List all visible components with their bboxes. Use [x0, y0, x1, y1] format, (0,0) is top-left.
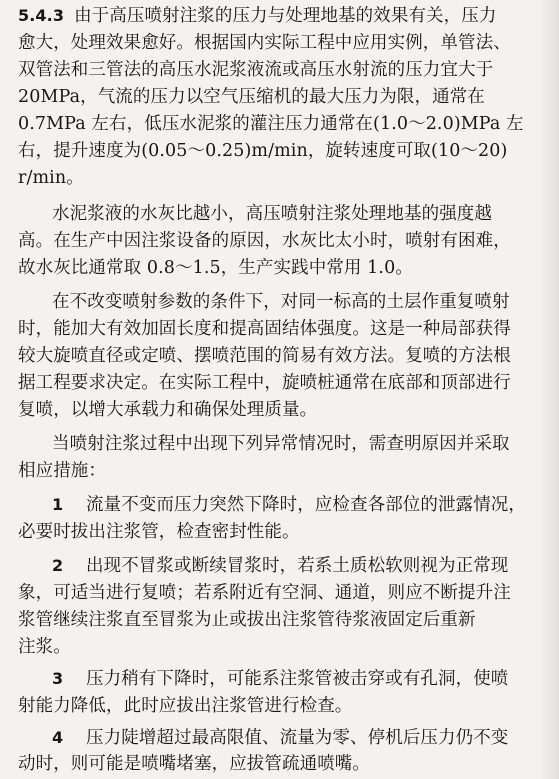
text-line: 压力稍有下降时，可能系注浆管被击穿或有孔洞，使喷	[86, 669, 509, 689]
text-line: 象，可适当进行复喷；若系附近有空洞、通道，则应不断提升注	[18, 583, 511, 603]
text-line: 故水灰比通常取 0.8～1.5，生产实践中常用 1.0。	[18, 258, 413, 278]
text-line: 复喷，以增大承载力和确保处理质量。	[18, 400, 318, 420]
text-line: 双管法和三管法的高压水泥浆液流或高压水射流的压力宜大于	[18, 60, 494, 80]
text-line: 高。在生产中因注浆设备的原因，水灰比太小时，喷射有困难，	[18, 231, 511, 251]
text-line: 20MPa，气流的压力以空气压缩机的最大压力为限，通常在	[18, 87, 485, 107]
text-line: 动时，则可能是喷嘴堵塞，应拔管疏通喷嘴。	[18, 754, 370, 774]
text-line: 0.7MPa 左右，低压水泥浆的灌注压力通常在(1.0～2.0)MPa 左	[18, 114, 524, 134]
list-item	[52, 554, 508, 578]
text-line: 在不改变喷射参数的条件下，对同一标高的土层作重复喷射	[52, 292, 510, 312]
text-line: 浆管继续注浆直至冒浆为止或拔出注浆管待浆液固定后重新	[18, 610, 476, 630]
text-line: 流量不变而压力突然下降时，应检查各部位的泄露情况，	[86, 495, 526, 515]
text-line: 时，能加大有效加固长度和提高固结体强度。这是一种局部获得	[18, 319, 511, 339]
item-number: 2	[52, 556, 64, 575]
text-line: 据工程要求决定。在实际工程中，旋喷桩通常在底部和顶部进行	[18, 373, 511, 393]
section-first-line	[18, 4, 496, 28]
list-item	[52, 667, 508, 691]
text-line: r/min。	[18, 168, 84, 188]
item-number: 3	[52, 669, 64, 688]
item-number: 1	[52, 495, 64, 514]
text-line: 水泥浆液的水灰比越小，高压喷射注浆处理地基的强度越	[52, 204, 492, 224]
page-edge-shadow	[539, 0, 559, 779]
text-line: 必要时拔出注浆管，检查密封性能。	[18, 522, 300, 542]
text-line: 压力陡增超过最高限值、流量为零、停机后压力仍不变	[86, 728, 509, 748]
text-line: 出现不冒浆或断续冒浆时，若系土质松软则视为正常现	[86, 556, 509, 576]
item-number: 4	[52, 728, 64, 747]
section-number: 5.4.3	[18, 6, 65, 25]
text-line: 右，提升速度为(0.05～0.25)m/min，旋转速度可取(10～20)	[18, 141, 508, 161]
text-line: 注浆。	[18, 637, 71, 657]
list-item	[52, 726, 508, 750]
text-line: 愈大，处理效果愈好。根据国内实际工程中应用实例，单管法、	[18, 33, 511, 53]
list-item	[52, 493, 526, 517]
text-line: 射能力降低，此时应拔出注浆管进行检查。	[18, 696, 353, 716]
text-line: 相应措施：	[18, 461, 106, 481]
text-line: 由于高压喷射注浆的压力与处理地基的效果有关，压力	[74, 6, 497, 26]
text-line: 较大旋喷直径或定喷、摆喷范围的简易有效方法。复喷的方法根	[18, 346, 511, 366]
text-line: 当喷射注浆过程中出现下列异常情况时，需查明原因并采取	[52, 434, 510, 454]
